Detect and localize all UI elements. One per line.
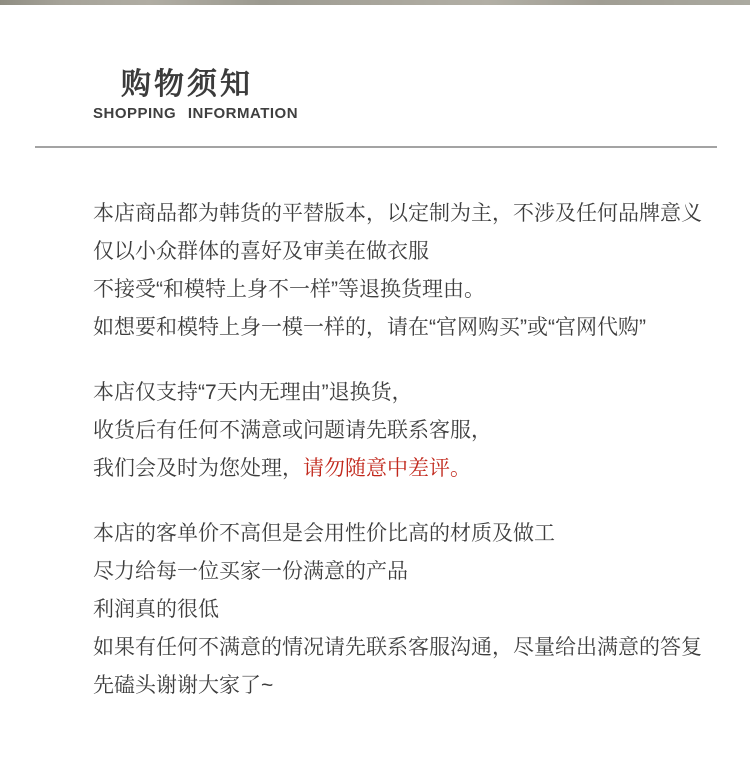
notice-line: 如果有任何不满意的情况请先联系客服沟通，尽量给出满意的答复 — [93, 636, 702, 659]
notice-paragraph-product — [93, 195, 710, 347]
notice-line-prefix: 我们会及时为您处理， — [93, 457, 303, 480]
warning-text: 请勿随意中差评。 — [303, 457, 471, 480]
notice-line: 如想要和模特上身一模一样的，请在“官网购买”或“官网代购” — [93, 316, 646, 339]
notice-line: 尽力给每一位买家一份满意的产品 — [93, 560, 408, 583]
notice-line: 仅以小众群体的喜好及审美在做衣服 — [93, 240, 429, 263]
notice-body — [0, 148, 750, 705]
previous-image-bottom-edge — [0, 0, 750, 5]
notice-paragraph-returns — [93, 374, 710, 488]
notice-line: 收货后有任何不满意或问题请先联系客服， — [93, 419, 492, 442]
notice-line: 不接受“和模特上身不一样”等退换货理由。 — [93, 278, 485, 301]
notice-line-with-warning — [93, 450, 710, 488]
page-title: 购物须知 — [121, 68, 253, 101]
notice-line: 利润真的很低 — [93, 598, 219, 621]
notice-paragraph-quality — [93, 515, 710, 705]
notice-line: 本店的客单价不高但是会用性价比高的材质及做工 — [93, 522, 555, 545]
page-subtitle: SHOPPING INFORMATION — [93, 105, 299, 122]
notice-line: 本店仅支持“7天内无理由”退换货， — [93, 381, 413, 404]
section-header — [0, 69, 750, 122]
notice-line: 先磕头谢谢大家了~ — [93, 674, 274, 697]
notice-line: 本店商品都为韩货的平替版本，以定制为主，不涉及任何品牌意义 — [93, 202, 702, 225]
